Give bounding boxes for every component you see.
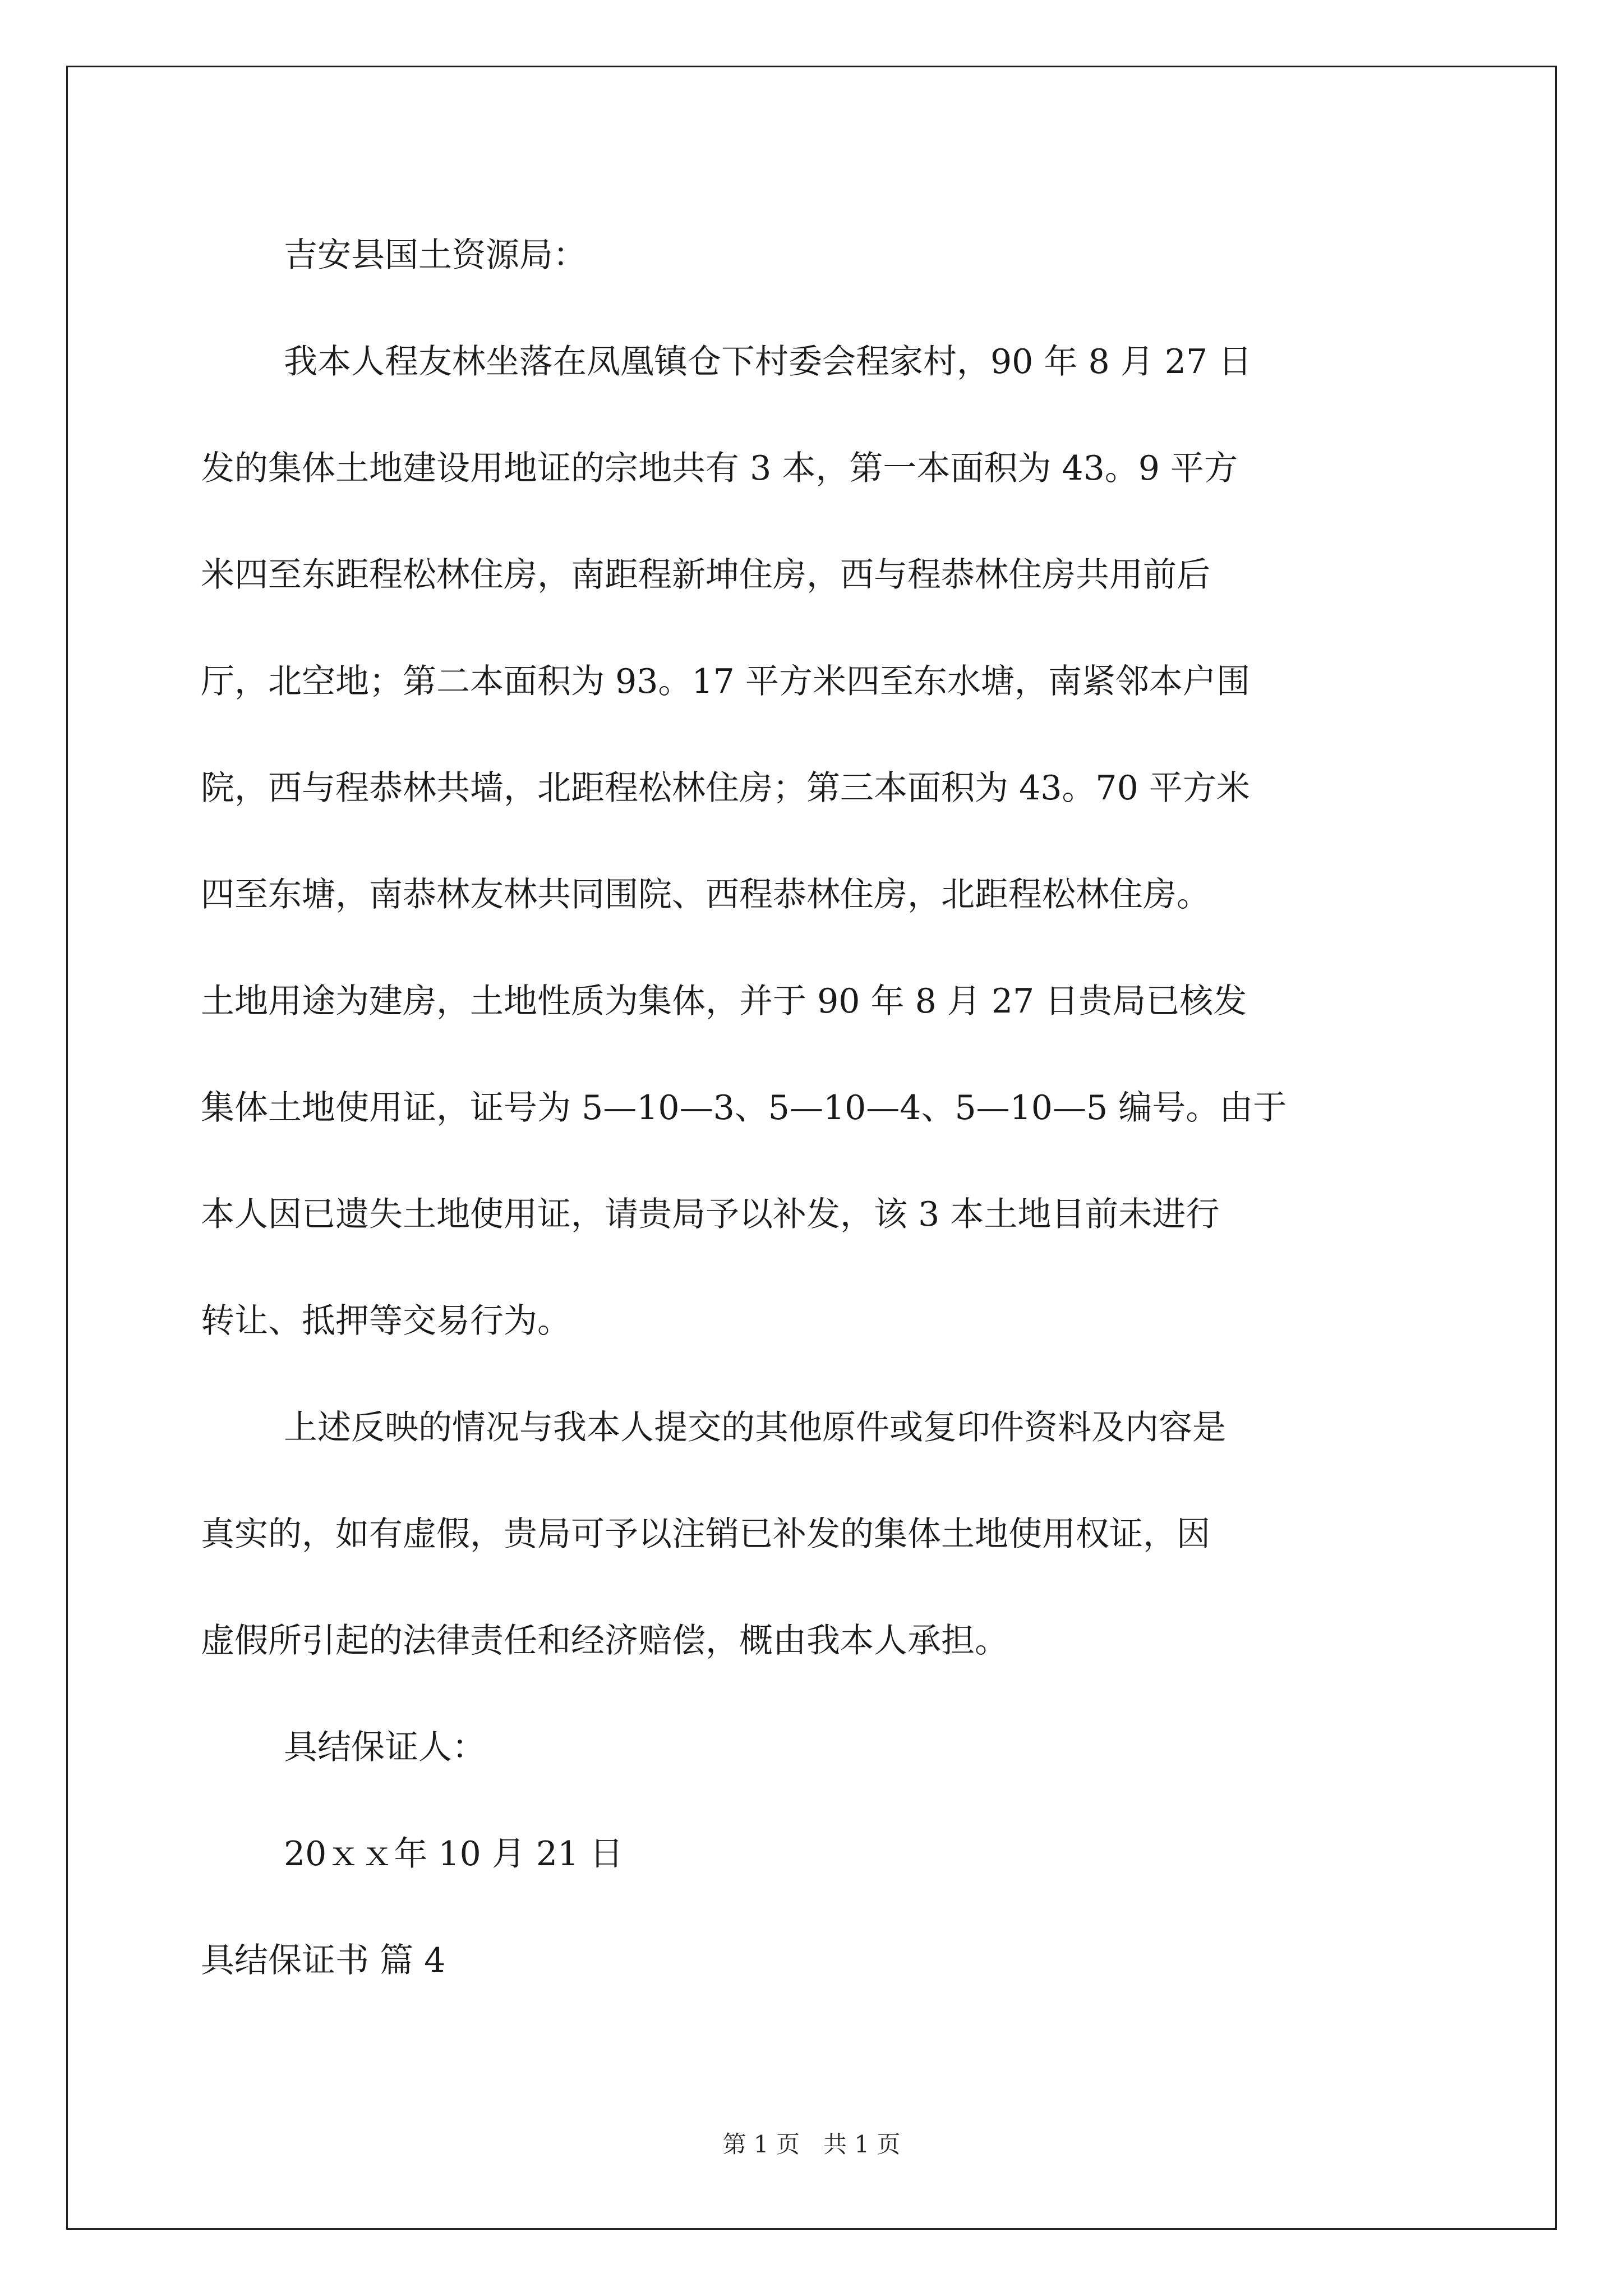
paragraph-line: 四至东塘，南恭林友林共同围院、西程恭林住房，北距程松林住房。 (201, 875, 1210, 914)
paragraph-line: 厅，北空地；第二本面积为 93。17 平方米四至东水塘，南紧邻本户围 (201, 662, 1250, 701)
page-footer: 第 1 页 共 1 页 (722, 2131, 901, 2158)
section-heading: 具结保证书 篇 4 (201, 1941, 446, 1980)
signature-label: 具结保证人： (284, 1728, 486, 1767)
paragraph-line: 米四至东距程松林住房，南距程新坤住房，西与程恭林住房共用前后 (201, 555, 1210, 595)
paragraph-line: 转让、抵押等交易行为。 (201, 1301, 571, 1341)
paragraph-line: 虚假所引起的法律责任和经济赔偿，概由我本人承担。 (201, 1621, 1008, 1660)
salutation: 吉安县国土资源局： (284, 236, 587, 275)
paragraph-line: 土地用途为建房，土地性质为集体，并于 90 年 8 月 27 日贵局已核发 (201, 982, 1247, 1021)
paragraph-line: 发的集体土地建设用地证的宗地共有 3 本，第一本面积为 43。9 平方 (201, 449, 1238, 488)
date-line: 20ｘｘ年 10 月 21 日 (284, 1834, 624, 1874)
paragraph-statement (201, 309, 1429, 1374)
document-body (201, 202, 1429, 2014)
paragraph-line: 院，西与程恭林共墙，北距程松林住房；第三本面积为 43。70 平方米 (201, 769, 1250, 808)
paragraph-line: 集体土地使用证，证号为 5—10—3、5—10—4、5—10—5 编号。由于 (201, 1088, 1287, 1128)
paragraph-line: 上述反映的情况与我本人提交的其他原件或复印件资料及内容是 (284, 1408, 1226, 1447)
paragraph-line: 真实的，如有虚假，贵局可予以注销已补发的集体土地使用权证，因 (201, 1515, 1210, 1554)
paragraph-line: 本人因已遗失土地使用证，请贵局予以补发，该 3 本土地目前未进行 (201, 1195, 1220, 1234)
paragraph-line: 我本人程友林坐落在凤凰镇仓下村委会程家村，90 年 8 月 27 日 (284, 342, 1252, 381)
paragraph-declaration (201, 1374, 1429, 1694)
